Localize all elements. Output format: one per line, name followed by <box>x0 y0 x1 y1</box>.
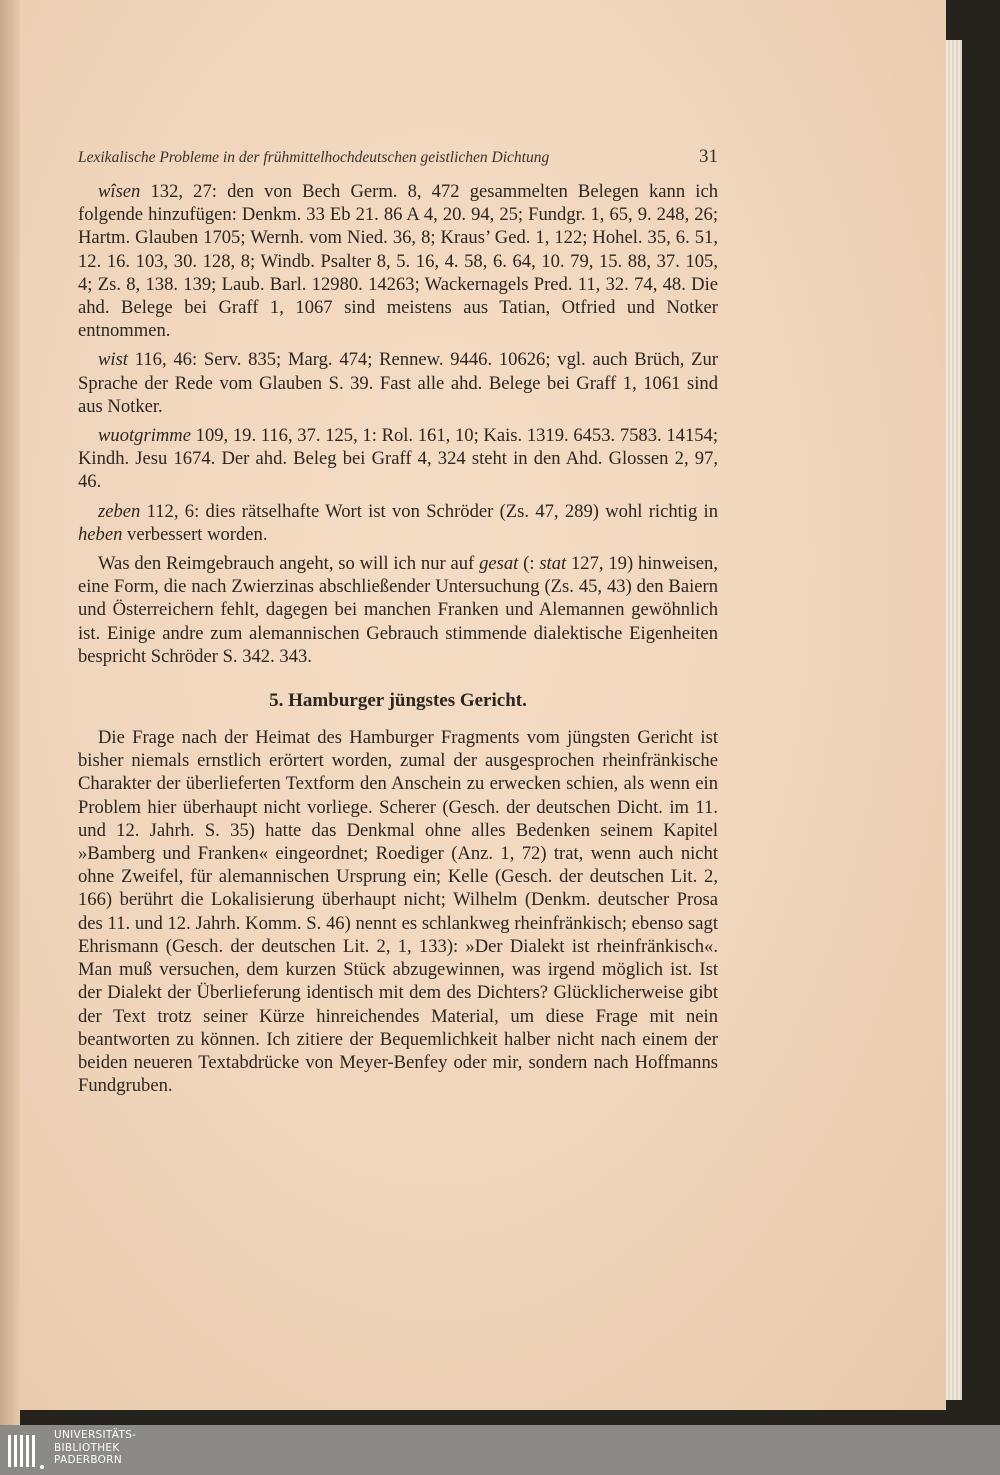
facing-page-edge <box>0 0 20 1425</box>
running-head <box>78 146 718 168</box>
library-name-line3: PADERBORN <box>54 1454 122 1466</box>
book-page <box>20 0 946 1410</box>
entry-zeben <box>78 500 718 546</box>
section-body: Die Frage nach der Heimat des Hamburger Fragments vom jüngsten Gericht ist bisher niemals ernstlich erörtert worden, zumal der ausgesprochen rheinfränkische Charakter der überlieferten Textform den Anschein zu erwecken schien, als wenn ein Problem hier überhaupt nicht vorliege. Scherer (Gesch. der deutschen Dicht. im 11. und 12. Jahrh. S. 35) hatte das Denkmal ohne alles Bedenken seinem Kapitel »Bamberg und Franken« eingeordnet; Roediger (Anz. 1, 72) trat, wenn auch nicht ohne Zweifel, für alemannischen Ursprung ein; Kelle (Gesch. der deutschen Lit. 2, 166) berührt die Lokalisierung überhaupt nicht; Wilhelm (Denkm. deutscher Prosa des 11. und 12. Jahrh. Komm. S. 46) nennt es schlankweg rheinfränkisch; ebenso sagt Ehrismann (Gesch. der deutschen Lit. 2, 1, 133): »Der Dialekt ist rheinfränkisch«. Man muß versuchen, dem kurzen Stück abzugewinnen, was irgend möglich ist. Ist der Dialekt der Überlieferung identisch mit dem des Dichters? Glücklicherweise gibt der Text trotz seiner Kürze hinreichendes Material, um diese Frage mit nein beantworten zu können. Ich zitiere der Bequemlichkeit halber nicht nach einem der beiden neueren Textabdrücke von Meyer-Benfey oder mir, sondern nach Hoffmanns Fundgruben. <box>78 727 718 1097</box>
entry-text: 132, 27: den von Bech Germ. 8, 472 gesammelten Belegen kann ich folgende hinzufügen: Denkm. 33 Eb 21. 86 A 4, 20. 94, 25; Fundgr. 1, 65, 9. 248, 26; Hartm. Glauben 1705; Wernh. vom Nied. 36, 8; Kraus’ Ged. 1, 122; Hohel. 35, 6. 51, 12. 16. 103, 30. 128, 8; Windb. Psalter 8, 5. 16, 4. 58, 6. 64, 10. 79, 15. 88, 37. 105, 4; Zs. 8, 138. 139; Laub. Barl. 12980. 14263; Wackernagels Pred. 11, 32. 74, 48. Die ahd. Belege bei Graff 1, 1067 sind meistens aus Tatian, Otfried und Notker entnommen. <box>78 181 718 342</box>
paragraph-text: Was den Reimgebrauch angeht, so will ich nur auf <box>98 553 480 575</box>
italic-term: gesat <box>479 553 519 575</box>
entry-text: 112, 6: dies rätselhafte Wort ist von Schröder (Zs. 47, 289) wohl richtig in <box>140 500 718 522</box>
library-name <box>54 1429 136 1467</box>
page-number: 31 <box>699 146 718 167</box>
entry-text: 109, 19. 116, 37. 125, 1: Rol. 161, 10; Kais. 1319. 6453. 7583. 14154; Kindh. Jesu 1674. Der ahd. Beleg bei Graff 4, 324 steht in den Ahd. Glossen 2, 97, 46. <box>78 425 718 493</box>
paragraph-reimgebrauch <box>78 552 718 668</box>
entry-text: 116, 46: Serv. 835; Marg. 474; Rennew. 9446. 10626; vgl. auch Brüch, Zur Sprache der Rede vom Glauben S. 39. Fast alle ahd. Belege bei Graff 1, 1061 sind aus Notker. <box>78 349 718 417</box>
italic-term: heben <box>78 523 123 545</box>
library-name-line1: UNIVERSITÄTS- <box>54 1429 137 1441</box>
lemma: wuotgrimme <box>98 425 191 447</box>
library-footer <box>0 1425 1000 1475</box>
entry-wuotgrimme <box>78 424 718 494</box>
lemma: wîsen <box>98 181 141 202</box>
library-name-line2: BIBLIOTHEK <box>54 1441 120 1454</box>
italic-term: stat <box>539 553 567 575</box>
entry-text: verbessert worden. <box>122 523 268 545</box>
paragraph-text: (: <box>518 553 540 575</box>
paragraph-text: 127, 19) hinweisen, eine Form, die nach Zwierzinas abschließender Untersuchung (Zs. 45, 43) den Baiern und Österreichern fehlt, dagegen bei manchen Franken und Alemannen gewöhnlich ist. Einige andre zum alemannischen Gebrauch stimmende dialektische Eigenheiten bespricht Schröder S. 342. 343. <box>78 553 718 667</box>
library-columns-icon <box>6 1432 46 1470</box>
running-title: Lexikalische Probleme in der frühmittelhochdeutschen geistlichen Dichtung <box>78 149 550 166</box>
section-heading: 5. Hamburger jüngstes Gericht. <box>269 690 527 712</box>
lemma: zeben <box>98 500 141 522</box>
lemma: wist <box>98 349 128 371</box>
entry-wisen <box>78 180 718 342</box>
text-block <box>78 146 718 1103</box>
entry-wist <box>78 348 718 418</box>
